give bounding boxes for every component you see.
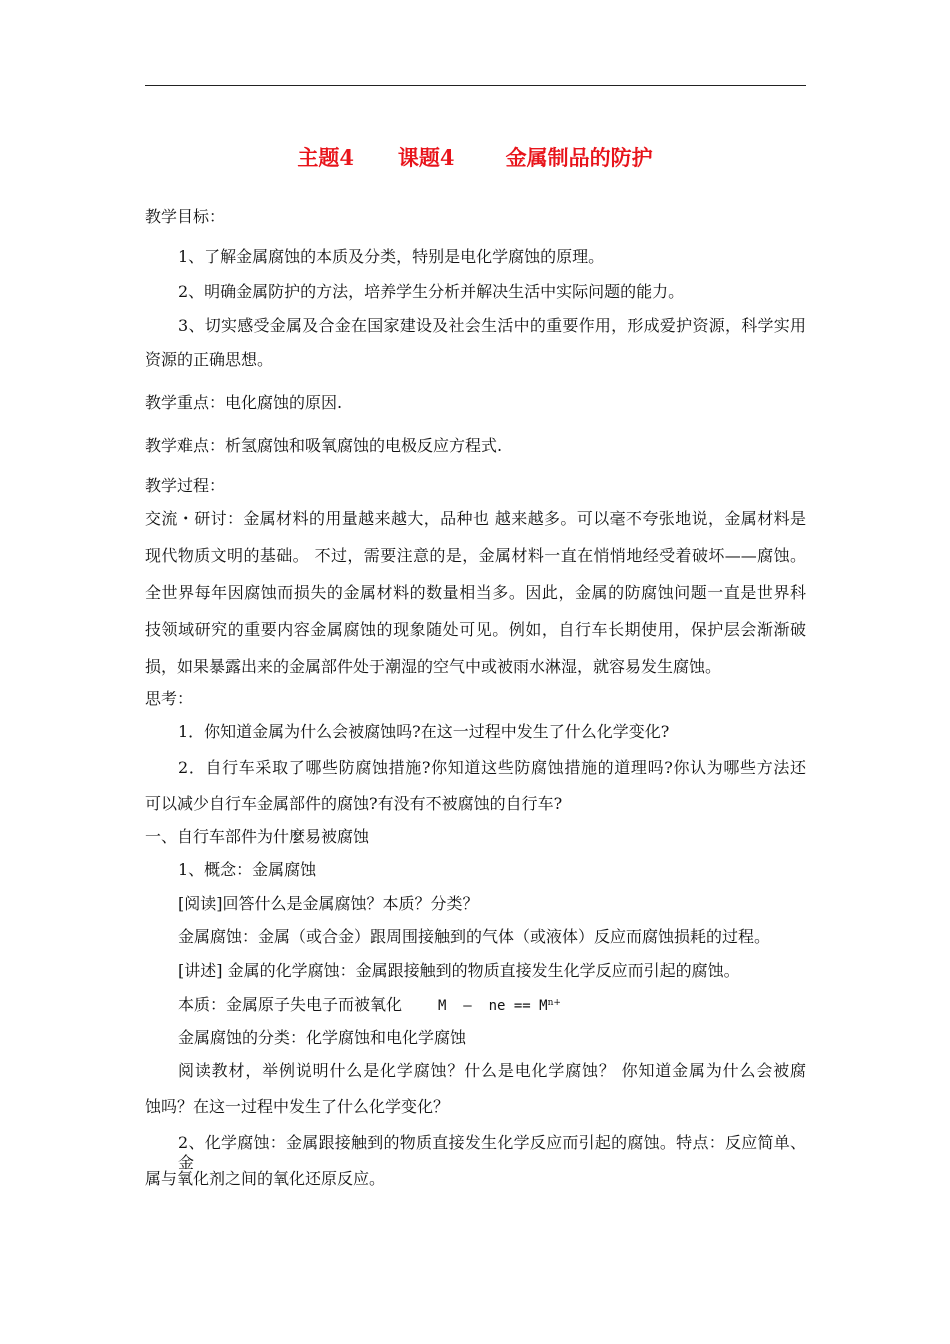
objectives-heading: 教学目标： bbox=[145, 207, 226, 226]
concept-line: 1、概念：金属腐蚀 bbox=[178, 860, 317, 879]
chem-corrosion-line-2: 属与氧化剂之间的氧化还原反应。 bbox=[145, 1169, 386, 1188]
reading-task-line-1: 阅读教材，举例说明什么是化学腐蚀？什么是电化学腐蚀？ 你知道金属为什么会被腐 bbox=[178, 1061, 806, 1080]
essence-text: 本质：金属原子失电子而被氧化 bbox=[178, 995, 403, 1014]
header-rule bbox=[145, 85, 806, 86]
title-topic: 主题4 bbox=[297, 145, 354, 170]
title-lesson: 课题4 bbox=[397, 145, 455, 170]
discussion-line-3: 全世界每年因腐蚀而损失的金属材料的数量相当多。因此，金属的防腐蚀问题一直是世界科 bbox=[145, 583, 806, 602]
question-2-cont: 可以减少自行车金属部件的腐蚀?有没有不被腐蚀的自行车? bbox=[145, 794, 563, 813]
equation-charge: n+ bbox=[547, 998, 561, 1008]
discussion-line-1: 交流・研讨：金属材料的用量越来越大，品种也 越来越多。可以毫不夸张地说，金属材料是 bbox=[145, 509, 806, 528]
question-2: 2．自行车采取了哪些防腐蚀措施?你知道这些防腐蚀措施的道理吗?你认为哪些方法还 bbox=[178, 758, 806, 777]
objective-3-cont: 资源的正确思想。 bbox=[145, 350, 274, 369]
question-1: 1．你知道金属为什么会被腐蚀吗?在这一过程中发生了什么化学变化? bbox=[178, 722, 670, 741]
difficulty: 教学难点：析氢腐蚀和吸氧腐蚀的电极反应方程式. bbox=[145, 436, 503, 455]
classification-line: 金属腐蚀的分类：化学腐蚀和电化学腐蚀 bbox=[178, 1028, 467, 1047]
lecture-line: [讲述] 金属的化学腐蚀：金属跟接触到的物质直接发生化学反应而引起的腐蚀。 bbox=[178, 961, 740, 980]
key-point: 教学重点：电化腐蚀的原因. bbox=[145, 393, 343, 412]
process-heading: 教学过程： bbox=[145, 476, 226, 495]
read-prompt: [阅读]回答什么是金属腐蚀？本质？分类？ bbox=[178, 894, 479, 913]
discussion-line-4: 技领域研究的重要内容金属腐蚀的现象随处可见。例如，自行车长期使用，保护层会渐渐破 bbox=[145, 620, 806, 639]
page-title bbox=[0, 142, 950, 172]
discussion-line-5: 损，如果暴露出来的金属部件处于潮湿的空气中或被雨水淋湿，就容易发生腐蚀。 bbox=[145, 657, 722, 676]
reading-task-line-2: 蚀吗？在这一过程中发生了什么化学变化？ bbox=[145, 1097, 450, 1116]
chem-corrosion-line-1: 2、化学腐蚀：金属跟接触到的物质直接发生化学反应而引起的腐蚀。特点：反应简单、金 bbox=[178, 1133, 806, 1172]
objective-2: 2、明确金属防护的方法，培养学生分析并解决生活中实际问题的能力。 bbox=[178, 282, 685, 301]
essence-line bbox=[178, 995, 561, 1016]
corrosion-definition: 金属腐蚀：金属（或合金）跟周围接触到的气体（或液体）反应而腐蚀损耗的过程。 bbox=[178, 927, 771, 946]
discussion-line-2: 现代物质文明的基础。 不过，需要注意的是，金属材料一直在悄悄地经受着破坏——腐蚀。 bbox=[145, 546, 806, 565]
think-heading: 思考： bbox=[145, 689, 194, 708]
oxidation-equation: M – ne == M bbox=[438, 998, 548, 1014]
section-1-heading: 一、自行车部件为什麼易被腐蚀 bbox=[145, 827, 370, 846]
title-name: 金属制品的防护 bbox=[505, 145, 653, 170]
objective-3: 3、切实感受金属及合金在国家建设及社会生活中的重要作用，形成爱护资源，科学实用 bbox=[178, 316, 806, 335]
objective-1: 1、了解金属腐蚀的本质及分类，特别是电化学腐蚀的原理。 bbox=[178, 247, 605, 266]
